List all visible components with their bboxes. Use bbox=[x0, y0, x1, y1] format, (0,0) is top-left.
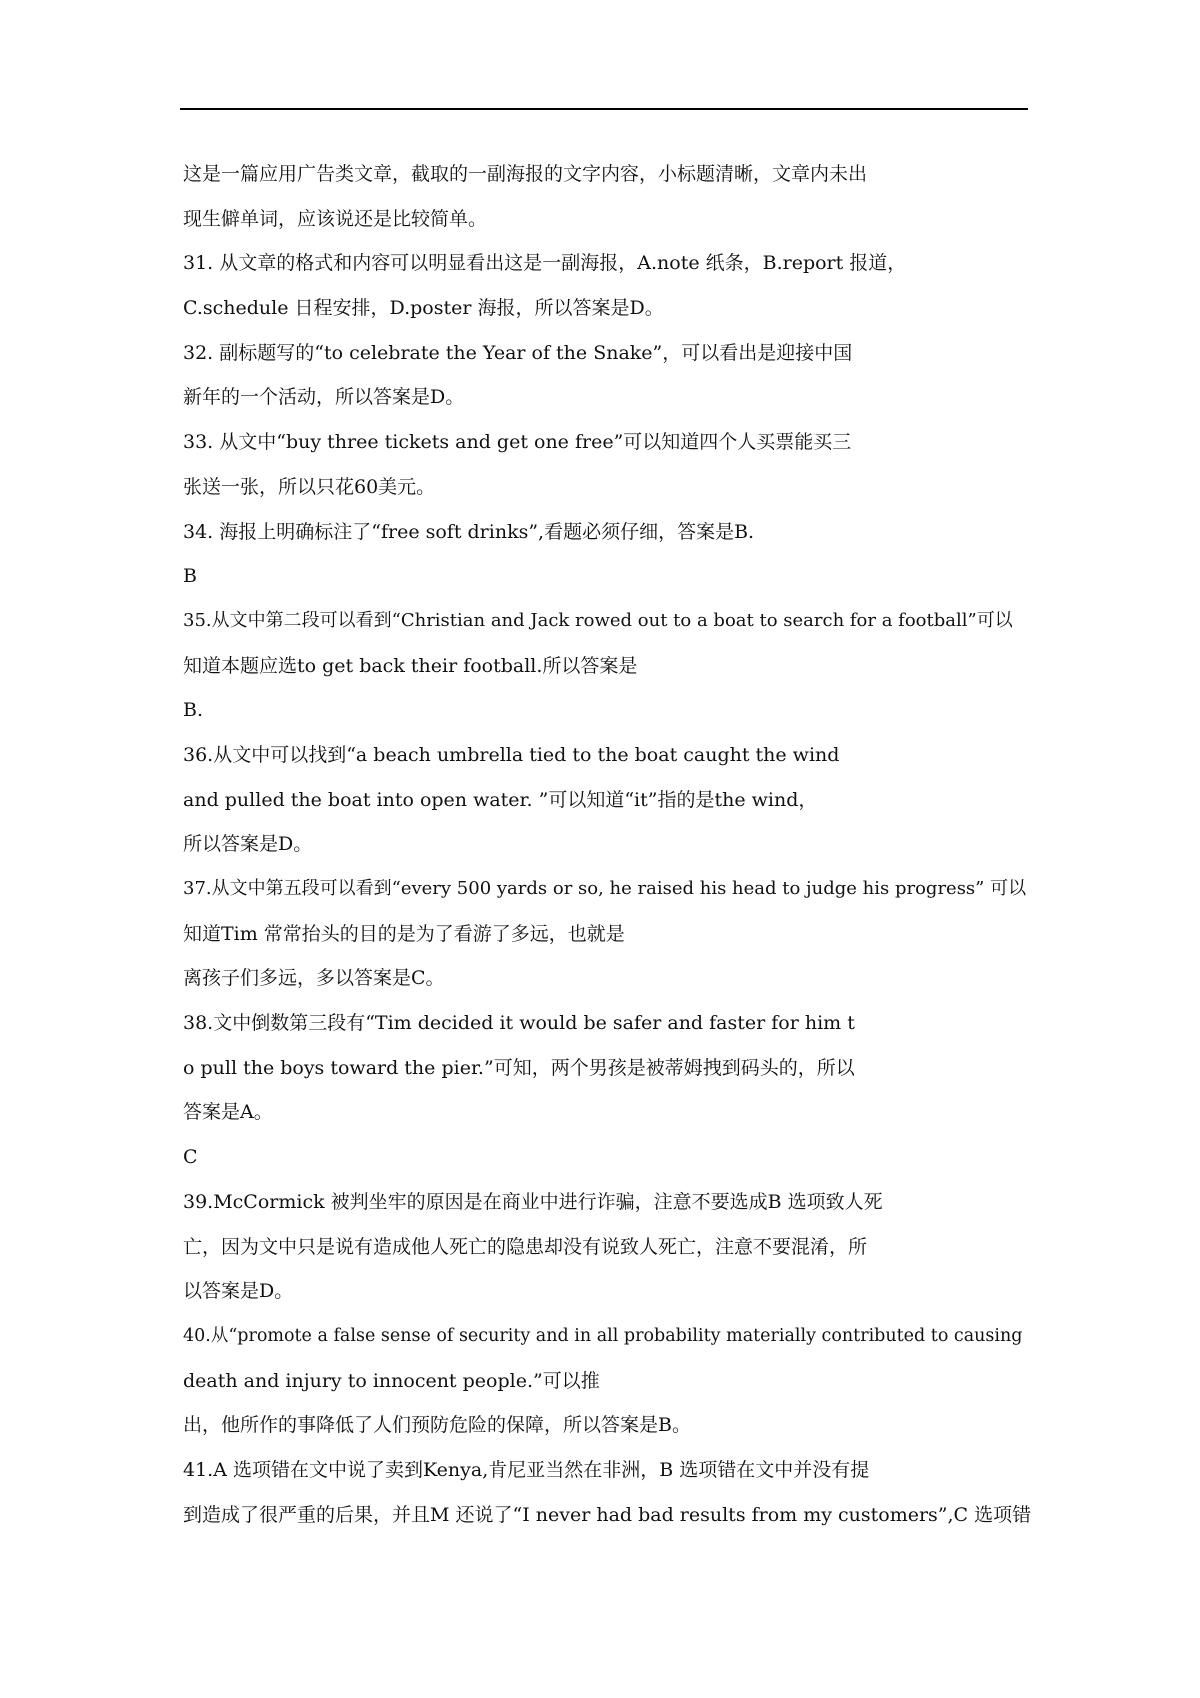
text-line: 33. 从文中“buy three tickets and get one free”可以知道四个人买票能买三 bbox=[183, 431, 852, 454]
text-line: 新年的一个活动，所以答案是D。 bbox=[183, 386, 465, 409]
text-line: 39.McCormick 被判坐牢的原因是在商业中进行诈骗，注意不要选成B 选项致人死 bbox=[183, 1190, 883, 1213]
text-line: 亡，因为文中只是说有造成他人死亡的隐患却没有说致人死亡，注意不要混淆，所 bbox=[183, 1235, 868, 1258]
text-line: 到造成了很严重的后果，并且M 还说了“I never had bad results from my customers”,C 选项错 bbox=[183, 1503, 1032, 1526]
header-rule bbox=[180, 108, 1028, 110]
text-line: B bbox=[183, 565, 197, 588]
text-line: 37.从文中第五段可以看到“every 500 yards or so, he raised his head to judge his progress” 可以 bbox=[183, 878, 1027, 899]
text-line: C bbox=[183, 1146, 198, 1169]
text-line: 40.从“promote a false sense of security and in all probability materially contributed to causing bbox=[183, 1325, 1023, 1346]
text-line: 38.文中倒数第三段有“Tim decided it would be safer and faster for him t bbox=[183, 1012, 855, 1035]
text-line: C.schedule 日程安排，D.poster 海报，所以答案是D。 bbox=[183, 297, 664, 320]
text-line: 这是一篇应用广告类文章，截取的一副海报的文字内容，小标题清晰，文章内未出 bbox=[183, 163, 868, 185]
text-line: 36.从文中可以找到“a beach umbrella tied to the boat caught the wind bbox=[183, 743, 840, 766]
text-line: and pulled the boat into open water. ”可以知道“it”指的是the wind， bbox=[183, 788, 818, 811]
text-line: 32. 副标题写的“to celebrate the Year of the Snake”，可以看出是迎接中国 bbox=[183, 341, 853, 364]
text-line: 所以答案是D。 bbox=[183, 833, 313, 856]
text-line: 34. 海报上明确标注了“free soft drinks”,看题必须仔细，答案是B. bbox=[183, 520, 755, 543]
text-line: 知道本题应选to get back their football.所以答案是 bbox=[183, 654, 638, 677]
text-line: 答案是A。 bbox=[183, 1101, 273, 1124]
text-line: 知道Tim 常常抬头的目的是为了看游了多远，也就是 bbox=[183, 922, 625, 945]
text-line: 现生僻单词，应该说还是比较简单。 bbox=[183, 207, 488, 230]
text-line: 35.从文中第二段可以看到“Christian and Jack rowed out to a boat to search for a football”可以 bbox=[183, 609, 1013, 631]
text-line: 以答案是D。 bbox=[183, 1280, 294, 1303]
text-line: o pull the boys toward the pier.”可知，两个男孩是被蒂姆拽到码头的，所以 bbox=[183, 1056, 855, 1079]
text-line: 出，他所作的事降低了人们预防危险的保障，所以答案是B。 bbox=[183, 1414, 691, 1437]
answer-explanations bbox=[183, 152, 1033, 1537]
text-line: 41.A 选项错在文中说了卖到Kenya,肯尼亚当然在非洲，B 选项错在文中并没有提 bbox=[183, 1458, 870, 1481]
text-line: death and injury to innocent people.”可以推 bbox=[183, 1369, 600, 1392]
text-line: 张送一张，所以只花60美元。 bbox=[183, 475, 436, 498]
text-line: 31. 从文章的格式和内容可以明显看出这是一副海报，A.note 纸条，B.report 报道， bbox=[183, 252, 907, 275]
text-line: 离孩子们多远，多以答案是C。 bbox=[183, 967, 445, 990]
text-line: B. bbox=[183, 699, 204, 722]
